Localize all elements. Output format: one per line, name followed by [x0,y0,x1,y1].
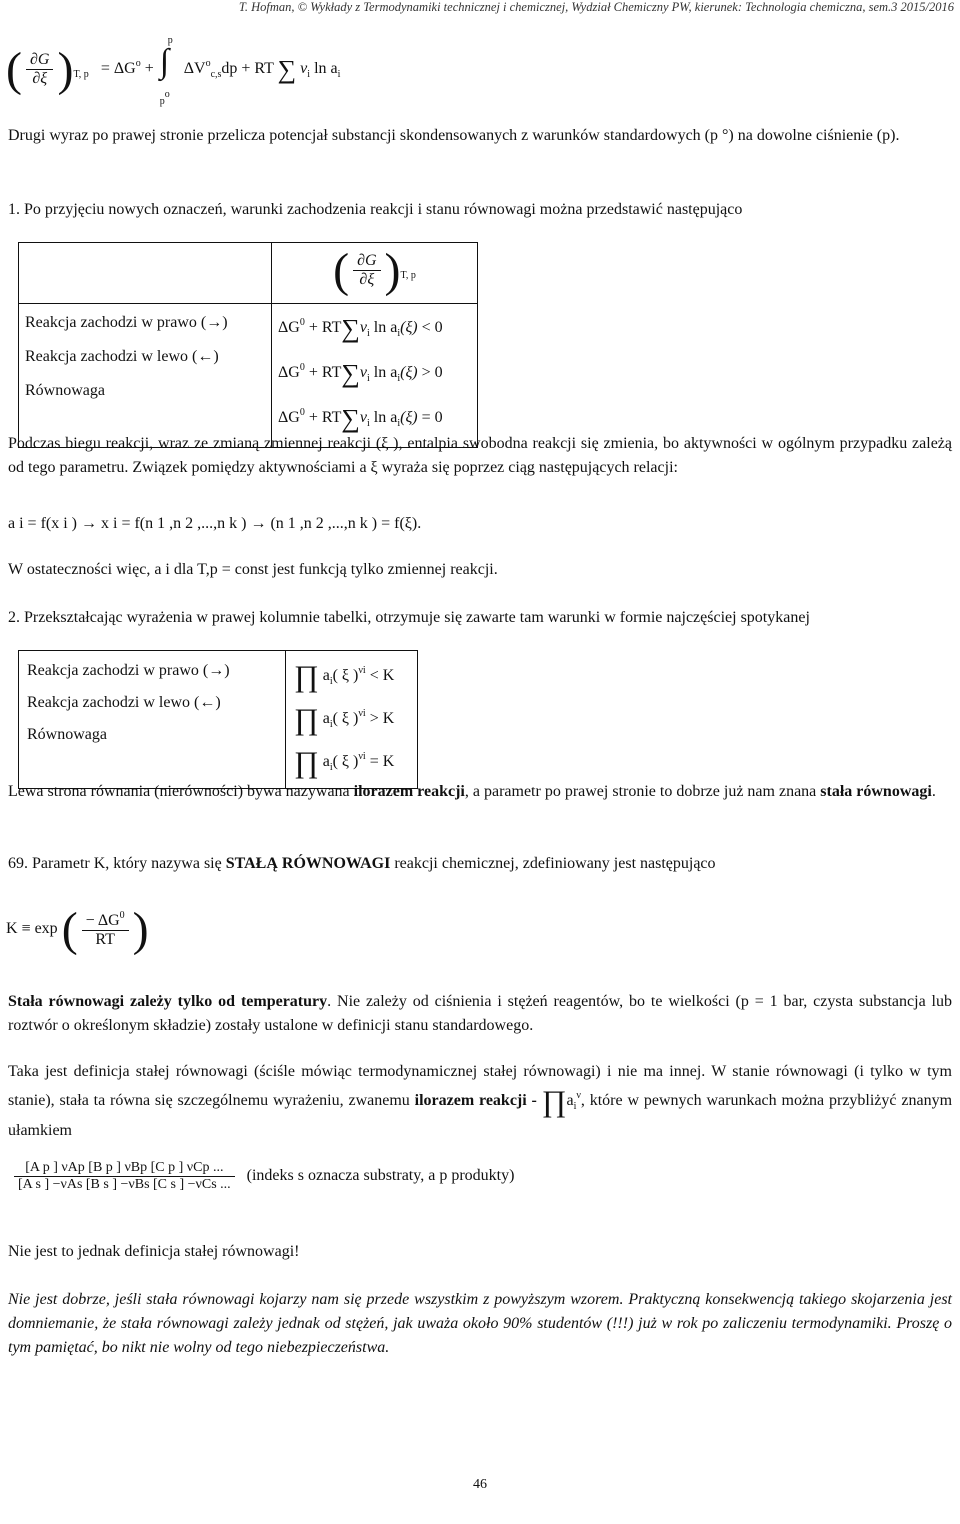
t1-paren-left: ( [333,244,350,297]
k-paren-right: ) [132,903,149,956]
equation-dg-dxi [6,35,341,108]
rhs-plus: + [144,60,154,77]
t1-fraction [353,252,380,289]
t1e1-xi: (ξ) [400,319,418,336]
t1e2-rt: + RT [308,364,342,381]
table1-row [19,304,478,448]
t1e3-sum: ∑ [341,404,360,433]
t1e2-ln-sub: i [397,373,401,384]
integral-sign [158,35,180,108]
t2e3-xi: ( ξ ) [332,753,359,770]
t2e3-a: a [322,753,330,770]
t2e1-rel: < K [369,667,395,684]
t1e2-sum: ∑ [341,359,360,388]
conditions-table-1 [18,242,478,448]
t1e3-ln: ln a [373,409,398,426]
t1e3-rel: = 0 [421,409,443,426]
sum-nu-sub: i [307,69,311,80]
ln-term-sub: i [337,69,341,80]
integral-lower [160,89,170,107]
table2-row [19,651,418,789]
ln-term: ln a [314,60,338,77]
paragraph-4: a i = f(x i ) → x i = f(n 1 ,n 2 ,...,n k ) → (n 1 ,n 2 ,...,n k ) = f(ξ). [8,515,422,532]
t1-expr-1 [278,306,471,351]
p8-bold-title: STAŁĄ RÓWNOWAGI [225,855,391,872]
t1-paren-right: ) [384,244,401,297]
paragraph-10 [8,1060,952,1143]
t2e2-a-sub: i [329,719,333,730]
t1-den: ∂ξ [359,270,375,288]
t1e1-sum: ∑ [341,314,360,343]
partial-denominator: ∂ξ [32,69,48,87]
p7-text-e: . [931,783,936,800]
p9-bold: Stała równowagi zależy tylko od temperatury [8,993,328,1010]
sum-symbol: ∑ [277,55,297,84]
p10-product [541,1085,581,1118]
p10-text-c: , które w pewnych warunkach można przybliżyć znanym ułamkiem [8,1092,953,1139]
p10-prod-sup: ν [576,1090,581,1101]
paragraph-6: 2. Przekształcając wyrażenia w prawej kolumnie tabelki, otrzymuje się zawarte tam warunki w formie najczęściej spotykanej [8,609,810,626]
equation-k-definition [6,902,149,957]
k-fraction [82,910,129,949]
partial-subscript: T, p [73,69,89,80]
integrand-sup: o [205,58,211,69]
integrand-rest: dp + RT [221,60,274,77]
k-numerator [82,910,129,931]
p10-prod-a: a [566,1092,574,1109]
t1e3-nu-sub: i [367,418,370,429]
table2-expressions [286,651,418,789]
integral-lower-p: p [159,96,165,108]
table1-expressions [272,304,478,448]
t2-label-1: Reakcja zachodzi w prawo (→) [27,662,230,679]
paragraph-7 [8,780,952,804]
t2e3-prod: ∏ [294,746,319,779]
p10-text-a: Taka jest definicja stałej równowagi (ściśle mówiąc termodynamicznej stałej równowagi) i nie ma innej. W stanie równowagi (i tylko w tym stanie), stała ta równa się szczególnemu wyrażeniu, zwanemu [8,1063,952,1109]
k-lhs: K ≡ exp [6,920,58,937]
t1e1-nu: ν [359,319,368,336]
t2e3-sup: νi [358,751,366,762]
paragraph-1: Drugi wyraz po prawej stronie przelicza potencjał substancji skondensowanych z warunków standardowych (p °) na dowolne ciśnienie (p). [8,127,900,144]
p10-bold: ilorazem reakcji - [414,1092,537,1109]
conc-numerator: [A p ] νAp [B p ] νBp [C p ] νCp ... [14,1160,235,1177]
t2e1-prod: ∏ [294,660,319,693]
table1-header-derivative [272,243,478,304]
integral-lower-sup: o [164,89,170,101]
paragraph-8 [8,852,952,876]
t1-expr-2 [278,351,471,396]
page-header: T. Hofman, © Wykłady z Termodynamiki technicznej i chemicznej, Wydział Chemiczny PW, kierunek: Technologia chemiczna, sem.3 2015/2016 [238,0,954,14]
t1e3-rt: + RT [308,409,342,426]
t1e1-g: ΔG [278,319,300,336]
paren-left: ( [6,43,22,96]
t2e1-a: a [322,667,330,684]
conc-denominator: [A s ] −νAs [B s ] −νBs [C s ] −νCs ... [18,1177,231,1192]
t1e2-xi: (ξ) [400,364,418,381]
p7-text-c: , a parametr po prawej stronie to dobrze już nam znana [464,783,821,800]
conc-note: (indeks s oznacza substraty, a p produkty) [246,1167,515,1185]
table2-labels [19,651,286,789]
t2e2-a: a [322,710,330,727]
integrand: ΔV [183,60,206,77]
t1e2-g-sup: 0 [299,362,305,373]
t2e2-sup: νi [358,708,366,719]
partial-numerator: ∂G [26,51,53,70]
conditions-table-2 [18,650,418,789]
t2e1-sup: νi [358,665,366,676]
k-num-sup: 0 [119,909,125,921]
t2e1-a-sub: i [329,676,333,687]
t2e1-xi: ( ξ ) [332,667,359,684]
p8-text-c: reakcji chemicznej, zdefiniowany jest następująco [390,855,716,872]
p8-text-a: 69. Parametr K, który nazywa się [8,855,226,872]
partial-fraction [26,51,53,88]
sum-nu: ν [300,60,308,77]
t1e1-ln: ln a [373,319,398,336]
table1-header-empty [19,243,272,304]
t2e2-prod: ∏ [294,703,319,736]
integrand-sub: c,s [210,69,222,80]
t1e1-ln-sub: i [397,328,401,339]
t1e3-ln-sub: i [397,418,401,429]
t2e2-rel: > K [369,710,395,727]
t1-label-2: Reakcja zachodzi w lewo (←) [25,348,219,365]
paragraph-3: Podczas biegu reakcji, wraz ze zmianą zmiennej reakcji (ξ ), entalpia swobodna reakcji się zmienia, bo aktywności w ogólnym przypadku zależą od tego parametru. Związek pomiędzy aktywnościami a ξ wyraża się poprzez ciąg następujących relacji: [8,435,952,476]
t2-expr-1 [294,655,409,698]
table1-header-row [19,243,478,304]
p10-prod-sub: i [573,1101,577,1112]
t1-num: ∂G [353,252,380,271]
k-paren-left: ( [61,903,78,956]
p10-prod-symbol: ∏ [541,1085,567,1118]
t1e2-ln: ln a [373,364,398,381]
t1-label-3: Równowaga [25,382,105,399]
t2-label-3: Równowaga [27,726,107,743]
t1e3-g-sup: 0 [299,407,305,418]
t1e2-nu: ν [359,364,368,381]
t2-expr-2 [294,698,409,741]
t1e2-nu-sub: i [367,373,370,384]
table1-labels [19,304,272,448]
t2e3-rel: = K [369,753,395,770]
t2-expr-3 [294,741,409,784]
integral-upper: p [167,35,173,47]
conc-frac [14,1160,235,1193]
p7-bold-constant: stała równowagi [820,783,932,800]
t1e1-g-sup: 0 [299,317,305,328]
t1e2-rel: > 0 [421,364,443,381]
p9-text: . Nie zależy od ciśnienia i stężeń reagentów, bo te wielkości (p = 1 bar, czysta substancja lub roztwór o określonym składzie) zostały ustalone w definicji stanu standardowego. [8,993,953,1034]
t1e3-xi: (ξ) [400,409,418,426]
paragraph-9 [8,990,952,1038]
integral-glyph: ∫ [159,43,170,81]
t1e1-rel: < 0 [421,319,443,336]
paren-right: ) [57,43,74,96]
t1e1-rt: + RT [308,319,342,336]
t1-label-1: Reakcja zachodzi w prawo (→) [25,314,228,331]
k-denominator: RT [95,930,115,948]
concentration-fraction [14,1160,514,1193]
k-num-text: − ΔG [85,911,120,929]
p7-bold-quotient: ilorazem reakcji [353,783,465,800]
t1e1-nu-sub: i [367,328,370,339]
p7-text-a: Lewa strona równania (nierówności) bywa nazywana [8,783,354,800]
t1e2-g: ΔG [278,364,300,381]
paragraph-2: 1. Po przyjęciu nowych oznaczeń, warunki zachodzenia reakcji i stanu równowagi można przedstawić następująco [8,201,743,218]
t1e3-g: ΔG [278,409,300,426]
t1-sub: T, p [400,270,416,281]
t2-label-2: Reakcja zachodzi w lewo (←) [27,694,221,711]
rhs-dg: = ΔG [100,60,136,77]
t1e3-nu: ν [359,409,368,426]
rhs-dg-sup: o [135,58,141,69]
paragraph-5: W ostateczności więc, a i dla T,p = const jest funkcją tylko zmiennej reakcji. [8,561,498,578]
t2e2-xi: ( ξ ) [332,710,359,727]
t2e3-a-sub: i [329,762,333,773]
page-number: 46 [473,1477,487,1492]
paragraph-12: Nie jest dobrze, jeśli stała równowagi kojarzy nam się przede wszystkim z powyższym wzorem. Praktyczną konsekwencją takiego skojarzenia jest domniemanie, że stała równowagi zależy jednak od stężeń, jak uważa około 90% studentów (!!!) już w rok po zaliczeniu termodynamiki. Proszę o tym pamiętać, bo nikt nie wolny od tego niebezpieczeństwa. [8,1291,952,1356]
paragraph-11: Nie jest to jednak definicja stałej równowagi! [8,1243,300,1260]
